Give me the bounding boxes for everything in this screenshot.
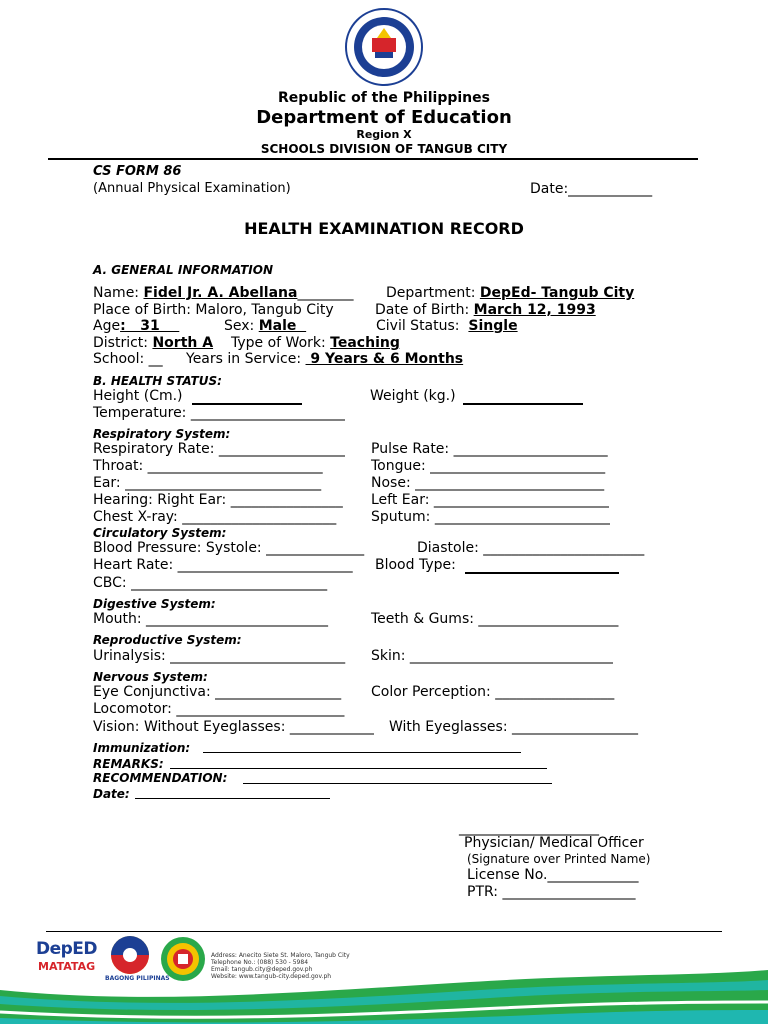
sex-label: Sex: [224,318,259,334]
recommendation-label: RECOMMENDATION: [93,771,228,785]
school-field[interactable]: School: __ [93,351,163,367]
remarks-input-line[interactable] [170,768,547,769]
immunization-input-line[interactable] [203,752,521,753]
dob-value[interactable]: March 12, 1993 [473,302,596,318]
work-label: Type of Work: [231,335,331,351]
years-value[interactable]: 9 Years & 6 Months [305,351,464,367]
locomotor-field[interactable]: Locomotor: ________________________ [93,701,345,717]
height-label: Height (Cm.) [93,388,183,404]
republic-line: Republic of the Philippines [278,90,490,106]
pulse-rate-field[interactable]: Pulse Rate: ______________________ [371,441,608,457]
ptr-field[interactable]: PTR: ___________________ [467,884,636,900]
blood-pressure-field[interactable]: Blood Pressure: Systole: ______________ [93,540,365,556]
form-subtitle: (Annual Physical Examination) [93,181,291,196]
name-row [93,285,353,301]
cbc-field[interactable]: CBC: ____________________________ [93,575,328,591]
diastole-field[interactable]: Diastole: _______________________ [417,540,645,556]
age-value[interactable]: : 31 [120,318,180,334]
footer-wave-decoration [0,930,768,1024]
physician-title: Physician/ Medical Officer [464,835,644,851]
immunization-label: Immunization: [93,741,191,755]
respiratory-rate-field[interactable]: Respiratory Rate: __________________ [93,441,345,457]
respiratory-heading: Respiratory System: [93,427,231,441]
temperature-field[interactable]: Temperature: ______________________ [93,405,345,421]
years-label: Years in Service: [186,351,306,367]
form-code: CS FORM 86 [93,164,182,179]
weight-input-line[interactable] [463,403,583,405]
left-ear-field[interactable]: Left Ear: _________________________ [371,492,609,508]
tongue-field[interactable]: Tongue: _________________________ [371,458,606,474]
vision-field[interactable]: Vision: Without Eyeglasses: ____________ [93,719,374,735]
address-line-3: Email: tangub.city@deped.gov.ph [211,966,313,973]
dob-row [375,302,596,318]
department-label: Department: [386,285,480,301]
place-of-birth[interactable]: Place of Birth: Maloro, Tangub City [93,302,334,318]
remarks-label: REMARKS: [93,757,164,771]
ear-field[interactable]: Ear: ____________________________ [93,475,322,491]
general-heading: A. GENERAL INFORMATION [93,263,274,277]
digestive-heading: Digestive System: [93,597,216,611]
nervous-heading: Nervous System: [93,670,208,684]
date-input-line[interactable] [135,798,330,799]
work-value[interactable]: Teaching [330,335,400,351]
weight-label: Weight (kg.) [370,388,456,404]
license-field[interactable]: License No._____________ [467,867,639,883]
signature-note: (Signature over Printed Name) [467,852,651,866]
date-label: Date: [93,787,130,801]
heart-rate-field[interactable]: Heart Rate: _________________________ [93,557,353,573]
sex-value[interactable]: Male [258,318,307,334]
signature-line[interactable]: ____________________ [459,820,599,836]
color-perception-field[interactable]: Color Perception: _________________ [371,684,615,700]
date-field[interactable]: Date:____________ [530,181,653,197]
throat-field[interactable]: Throat: _________________________ [93,458,323,474]
district-label: District: [93,335,153,351]
name-label: Name: [93,285,144,301]
blood-type-label: Blood Type: [375,557,456,573]
chest-xray-field[interactable]: Chest X-ray: ______________________ [93,509,337,525]
dob-label: Date of Birth: [375,302,474,318]
years-row [186,351,463,367]
nose-field[interactable]: Nose: ___________________________ [371,475,605,491]
header-rule [48,158,698,160]
teeth-gums-field[interactable]: Teeth & Gums: ____________________ [371,611,619,627]
division-line: SCHOOLS DIVISION OF TANGUB CITY [260,142,508,156]
reproductive-heading: Reproductive System: [93,633,242,647]
district-row [93,335,213,351]
deped-seal-logo [345,8,423,86]
name-value[interactable]: Fidel Jr. A. Abellana [143,285,298,301]
eye-conjunctiva-field[interactable]: Eye Conjunctiva: __________________ [93,684,342,700]
health-heading: B. HEALTH STATUS: [93,374,222,388]
recommendation-input-line[interactable] [243,783,552,784]
hearing-field[interactable]: Hearing: Right Ear: ________________ [93,492,343,508]
department-value[interactable]: DepEd- Tangub City [479,285,635,301]
age-label: Age [93,318,121,334]
mouth-field[interactable]: Mouth: __________________________ [93,611,329,627]
address-line-4: Website: www.tangub-city.deped.gov.ph [211,973,332,980]
sputum-field[interactable]: Sputum: _________________________ [371,509,610,525]
region-line: Region X [356,128,412,141]
skin-field[interactable]: Skin: _____________________________ [371,648,613,664]
bagong-pilipinas-text: BAGONG PILIPINAS [105,975,170,982]
department-title: Department of Education [256,107,512,128]
urinalysis-field[interactable]: Urinalysis: _________________________ [93,648,346,664]
name-tail: ________ [297,285,354,301]
civil-label: Civil Status: [376,318,469,334]
age-row [93,318,179,334]
circulatory-heading: Circulatory System: [93,526,227,540]
with-eyeglasses-field[interactable]: With Eyeglasses: __________________ [389,719,638,735]
form-title: HEALTH EXAMINATION RECORD [244,219,524,238]
address-line-1: Address: Anecito Siete St. Maloro, Tangub City [211,952,350,959]
district-value[interactable]: North A [152,335,214,351]
blood-type-input-line[interactable] [465,572,619,574]
civil-row [376,318,518,334]
matatag-logo: MATATAG [38,960,96,973]
address-line-2: Telephone No.: (088) 530 - 5984 [211,959,309,966]
sex-row [224,318,306,334]
work-row [231,335,400,351]
deped-logo-text: DepED [36,939,98,959]
department-row [386,285,634,301]
civil-value[interactable]: Single [468,318,518,334]
